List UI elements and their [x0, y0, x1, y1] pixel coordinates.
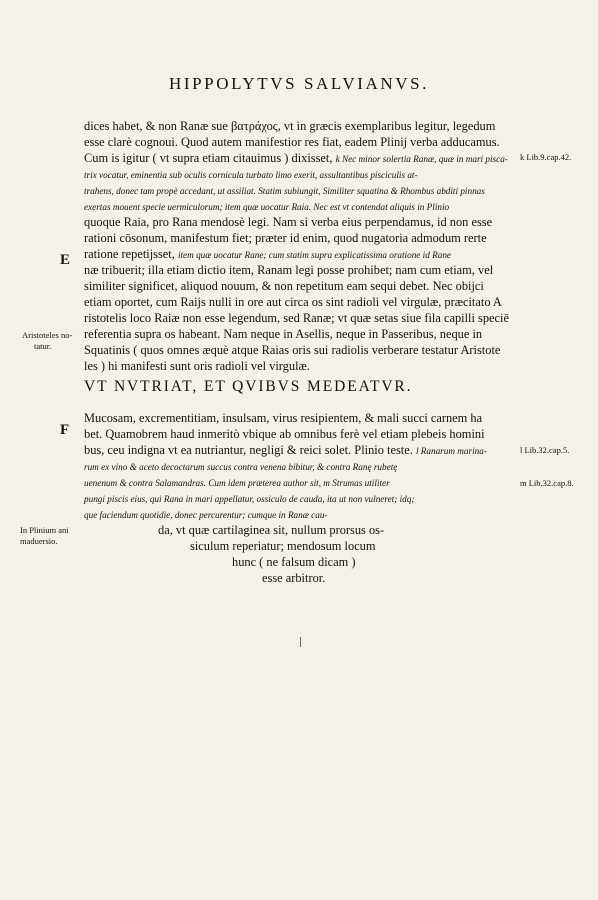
text-line: næ tribuerit; illa etiam dictio item, Ranam legi posse prohibet; nam cum etiam, vel [84, 263, 494, 277]
margin-note-lib32-5: l Lib.32.cap.5. [520, 445, 570, 455]
text-line: hunc ( ne falsum dicam ) [232, 555, 356, 569]
text-line: uenenum & contra Salamandras. Cum idem præterea author sit, m Strumas utiliter [84, 478, 390, 488]
text-line: dices habet, & non Ranæ sue βατράχος, vt in græcis exemplaribus legitur, legedum [84, 119, 496, 133]
text-line: esse clarè cognoui. Quod autem manifestior res fiat, eadem Plinij verba adducamus. [84, 135, 500, 149]
text-line: pungi piscis eius, qui Rana in mari appellatur, ossiculo de cauda, ita ut non vulneret; idq; [84, 494, 415, 504]
text-line: Cum is igitur ( vt supra etiam citauimus ) dixisset, k Nec minor solertia Ranæ, quæ in mari pisca- [84, 151, 508, 165]
section-heading: VT NVTRIAT, ET QVIBVS MEDEATVR. [84, 378, 413, 395]
text-line: Mucosam, excrementitiam, insulsam, virus resipientem, & mali succi carnem ha [84, 411, 483, 425]
margin-note-lib32-8: m Lib.32.cap.8. [520, 478, 574, 488]
text-line: referentia supra os habeant. Nam neque in Asellis, neque in Passeribus, neque in [84, 327, 483, 341]
margin-letter-f: F [60, 422, 70, 438]
text-line: exertas mouent specie uermiculorum; item quæ uocatur Raia. Nec est vt contendat aliquis in Plinio [84, 202, 450, 212]
margin-note-aristoteles-2: tatur. [34, 341, 52, 351]
text-line: etiam oportet, cum Raijs nulli in ore aut circa os sint radioli vel virgulæ, præcitato A [84, 295, 502, 309]
ink-mark [300, 637, 301, 647]
text-line: trix vocatur, eminentia sub oculis cornicula turbato limo exerit, assultantibus pisciculis at- [84, 170, 418, 180]
text-line: ratione repetijsset, item quæ uocatur Rane; cum statim supra explicatissima oratione id Rane [84, 247, 451, 261]
text-line: rationi cōsonum, manifestum fiet; præter id enim, quod nugatoria admodum rerte [84, 231, 487, 245]
text-line: trahens, donec tam propè accedant, ut assiliat. Statim subiungit, Similiter squatina & Rhombus abditi pinnas [84, 186, 485, 196]
margin-note-plinium: In Plinium ani [20, 525, 69, 535]
margin-note-plinium-2: maduersio. [20, 536, 58, 546]
margin-note-aristoteles: Aristoteles no- [22, 330, 73, 340]
text-line: bus, ceu indigna vt ea nutriantur, negligi & reici solet. Plinio teste. l Ranarum marina- [84, 443, 487, 457]
text-line: rum ex vino & aceto decoctarum succus contra venena bibitur, & contra Ranę rubetę [84, 462, 398, 472]
text-line: Squatinis ( quos omnes æquè atque Raias oris sui radiolis verberare testatur Aristote [84, 343, 501, 357]
text-line: ristotelis loco Raiæ non esse legendum, sed Ranæ; vt quæ setas siue fila capilli speciē [84, 311, 509, 325]
text-line: que faciendum quotidie, donec percurentur; cumque in Ranæ cau- [84, 510, 328, 520]
text-line: esse arbitror. [262, 571, 326, 585]
text-line: les ) hi manifesti sunt oris radioli vel virgulæ. [84, 359, 310, 373]
margin-note-lib9: k Lib.9.cap.42. [520, 152, 572, 162]
text-line: siculum reperiatur; mendosum locum [190, 539, 376, 553]
text-line: quoque Raia, pro Rana mendosè legi. Nam si verba eius perpendamus, id non esse [84, 215, 493, 229]
text-line: similiter significet, aliquod nouum, & non repetitum eam sequi debet. Nec obijci [84, 279, 484, 293]
running-header: HIPPOLYTVS SALVIANVS. [168, 74, 430, 93]
text-line: da, vt quæ cartilaginea sit, nullum prorsus os- [158, 523, 385, 537]
text-line: bet. Quamobrem haud inmeritò vbique ab omnibus ferè vel etiam plebeis homini [84, 427, 485, 441]
margin-letter-e: E [60, 252, 71, 268]
